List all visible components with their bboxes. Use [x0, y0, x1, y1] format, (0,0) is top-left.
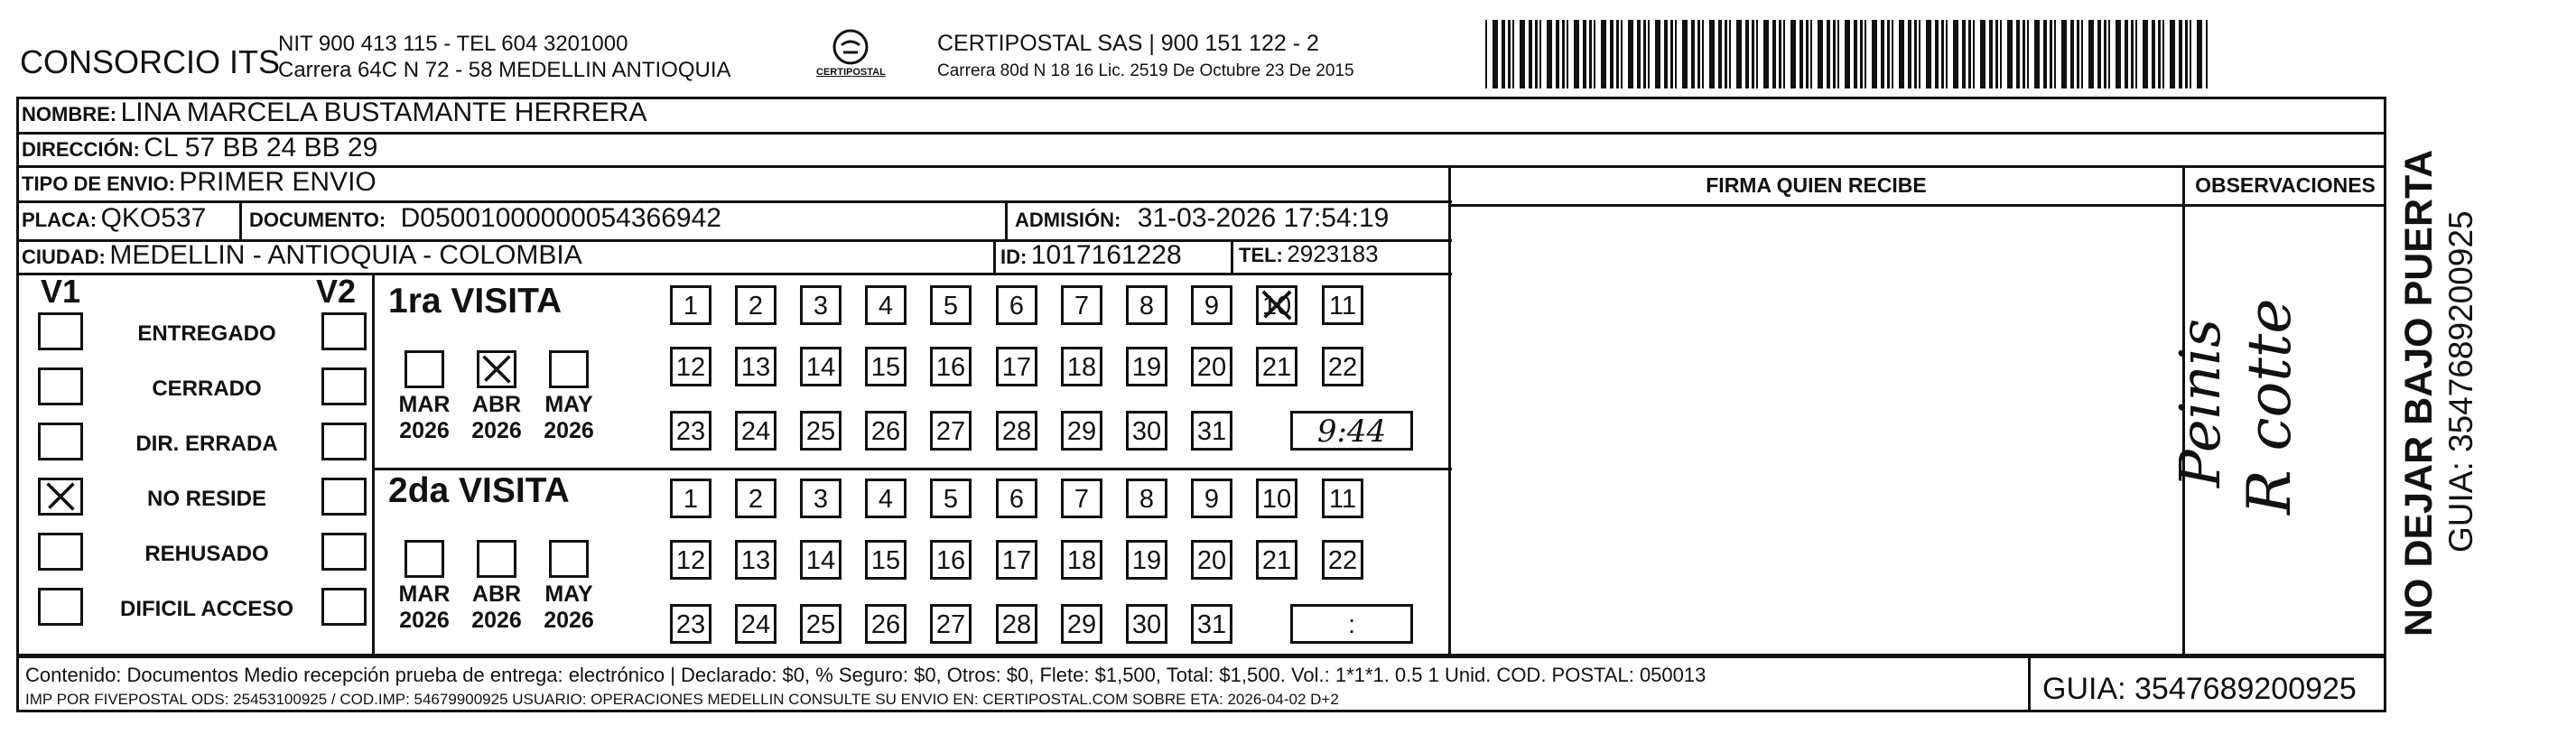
admission-datetime: 31-03-2026 17:54:19 — [1137, 203, 1390, 233]
status-v1-checkbox-1[interactable] — [38, 367, 83, 405]
month-name: MAY — [544, 392, 593, 417]
status-option-label: DIR. ERRADA — [135, 432, 278, 456]
status-v1-checkbox-0[interactable] — [38, 312, 83, 350]
visit2-month-label — [465, 581, 528, 634]
visit1-day-12[interactable]: 12 — [670, 347, 711, 386]
status-v2-checkbox-1[interactable] — [321, 367, 367, 405]
status-v2-checkbox-4[interactable] — [321, 533, 367, 571]
month-name: ABR — [471, 392, 522, 417]
recipient-name: LINA MARCELA BUSTAMANTE HERRERA — [120, 98, 647, 127]
month-year: 2026 — [544, 418, 594, 443]
document-number: D05001000000054366942 — [400, 203, 721, 233]
visit1-day-2[interactable]: 2 — [735, 285, 777, 325]
company-address-line: Carrera 64C N 72 - 58 MEDELLIN ANTIOQUIA — [278, 58, 731, 82]
month-year: 2026 — [399, 418, 450, 443]
visit1-month-label — [465, 392, 528, 444]
visit2-day-22[interactable]: 22 — [1322, 540, 1363, 580]
visit1-day-26[interactable]: 26 — [865, 411, 907, 451]
visit1-day-30[interactable]: 30 — [1126, 411, 1167, 451]
status-option-label: REHUSADO — [144, 542, 269, 566]
status-v2-checkbox-2[interactable] — [321, 423, 367, 460]
status-v2-checkbox-0[interactable] — [321, 312, 367, 350]
visit2-day-30[interactable]: 30 — [1126, 604, 1167, 644]
barcode-icon — [1485, 20, 2208, 88]
month-name: MAR — [398, 581, 451, 607]
visit1-day-7[interactable]: 7 — [1061, 285, 1102, 325]
visit2-day-17[interactable]: 17 — [996, 540, 1037, 580]
visit1-month-label — [393, 392, 456, 444]
id-number: 1017161228 — [1030, 240, 1182, 270]
visit1-day-24[interactable]: 24 — [735, 411, 777, 451]
status-option-label: CERRADO — [152, 376, 262, 401]
month-year: 2026 — [544, 608, 594, 633]
content-description: Contenido: Documentos Medio recepción prueba de entrega: electrónico | Declarado: $0, % Seguro: $0, Otros: $0, Flete: $1,500, Total: $1,500. Vol.: 1*1*1. 0.5 1 Unid. COD. POSTAL: 050013 — [25, 664, 1706, 686]
status-v2-checkbox-5[interactable] — [321, 588, 367, 626]
visit2-day-23[interactable]: 23 — [670, 604, 711, 644]
visit1-day-31[interactable]: 31 — [1191, 411, 1232, 451]
visit1-day-9[interactable]: 9 — [1191, 285, 1232, 325]
status-option-label: DIFICIL ACCESO — [119, 597, 293, 621]
visit1-day-27[interactable]: 27 — [930, 411, 972, 451]
visit1-month-checkbox-2[interactable] — [549, 350, 589, 388]
month-name: MAR — [398, 392, 451, 417]
observation-handwriting-1: Peinis — [2167, 318, 2233, 488]
tel-number: 2923183 — [1287, 240, 1379, 267]
status-v1-checkbox-4[interactable] — [38, 533, 83, 571]
barcode — [1485, 20, 2208, 88]
recipient-name-field — [22, 98, 646, 128]
visit2-month-label — [393, 581, 456, 634]
visit2-title: 2da VISITA — [388, 471, 570, 510]
visit1-month-checkbox-1[interactable] — [477, 350, 516, 388]
visit1-day-11[interactable]: 11 — [1322, 285, 1363, 325]
plate-field — [22, 203, 206, 234]
visit2-day-5[interactable]: 5 — [930, 479, 972, 518]
status-v1-checkbox-3[interactable] — [38, 478, 83, 516]
visit2-day-14[interactable]: 14 — [800, 540, 842, 580]
side-guia: GUIA: 3547689200925 — [2442, 210, 2479, 553]
visit2-day-3[interactable]: 3 — [800, 479, 842, 518]
visit2-day-12[interactable]: 12 — [670, 540, 711, 580]
visit1-time-box[interactable]: 9:44 — [1290, 411, 1413, 451]
certipostal-logo — [805, 25, 896, 83]
company-name: CONSORCIO ITS — [20, 43, 281, 80]
v2-label: V2 — [316, 273, 357, 310]
visit2-day-20[interactable]: 20 — [1191, 540, 1232, 580]
city-label: CIUDAD: — [22, 246, 106, 268]
visit2-day-25[interactable]: 25 — [800, 604, 842, 644]
tel-field — [1239, 240, 1379, 268]
check-mark-icon — [41, 480, 80, 513]
v1-label: V1 — [41, 273, 81, 310]
month-year: 2026 — [399, 608, 450, 633]
visit2-day-31[interactable]: 31 — [1191, 604, 1232, 644]
visit1-day-22[interactable]: 22 — [1322, 347, 1363, 386]
month-name: ABR — [471, 581, 522, 607]
visit1-day-4[interactable]: 4 — [865, 285, 907, 325]
admission-field — [1015, 203, 1389, 234]
courier-info-line: CERTIPOSTAL SAS | 900 151 122 - 2 — [937, 31, 1319, 56]
visit1-day-15[interactable]: 15 — [865, 347, 907, 386]
visit1-day-23[interactable]: 23 — [670, 411, 711, 451]
month-name: MAY — [544, 581, 593, 607]
visit1-day-3[interactable]: 3 — [800, 285, 842, 325]
visit2-month-checkbox-0[interactable] — [405, 540, 444, 578]
visit1-day-14[interactable]: 14 — [800, 347, 842, 386]
visit2-day-8[interactable]: 8 — [1126, 479, 1167, 518]
side-warning: NO DEJAR BAJO PUERTA — [2397, 149, 2441, 637]
month-year: 2026 — [471, 418, 522, 443]
courier-address-line: Carrera 80d N 18 16 Lic. 2519 De Octubre 23 De 2015 — [937, 61, 1354, 80]
check-mark-icon — [1259, 288, 1295, 322]
visit1-day-16[interactable]: 16 — [930, 347, 972, 386]
visit1-title: 1ra VISITA — [388, 282, 563, 321]
status-v2-checkbox-3[interactable] — [321, 478, 367, 516]
visit1-day-6[interactable]: 6 — [996, 285, 1037, 325]
status-option-label: ENTREGADO — [137, 321, 276, 346]
observation-handwriting-2: R cotte — [2235, 298, 2304, 515]
document-field — [249, 203, 721, 234]
recipient-address-field — [22, 133, 377, 163]
print-info: IMP POR FIVEPOSTAL ODS: 25453100925 / COD.IMP: 54679900925 USUARIO: OPERACIONES MEDELLIN CONSULTE SU ENVIO EN: CERTIPOSTAL.COM SOBRE ETA: 2026-04-02 D+2 — [25, 691, 1339, 708]
plate-number: QKO537 — [100, 203, 207, 233]
shipment-type-label: TIPO DE ENVIO: — [22, 172, 175, 195]
visit2-day-4[interactable]: 4 — [865, 479, 907, 518]
check-mark-icon — [479, 353, 514, 386]
visit1-day-21[interactable]: 21 — [1256, 347, 1297, 386]
city: MEDELLIN - ANTIOQUIA - COLOMBIA — [109, 240, 582, 270]
visit2-day-10[interactable]: 10 — [1256, 479, 1297, 518]
visit1-day-8[interactable]: 8 — [1126, 285, 1167, 325]
footer-guia: GUIA: 3547689200925 — [2042, 672, 2357, 706]
visit2-day-21[interactable]: 21 — [1256, 540, 1297, 580]
visit1-day-29[interactable]: 29 — [1061, 411, 1102, 451]
visit2-time-box[interactable]: : — [1290, 604, 1413, 644]
visit1-day-18[interactable]: 18 — [1061, 347, 1102, 386]
shipment-type: PRIMER ENVIO — [179, 167, 377, 197]
status-v1-checkbox-2[interactable] — [38, 423, 83, 460]
certipostal-logo-text: CERTIPOSTAL — [816, 67, 886, 78]
visit2-day-1[interactable]: 1 — [670, 479, 711, 518]
visit2-month-label — [537, 581, 600, 634]
visit2-day-29[interactable]: 29 — [1061, 604, 1102, 644]
company-nit-line: NIT 900 413 115 - TEL 604 3201000 — [278, 32, 628, 56]
document-label: DOCUMENTO: — [249, 209, 386, 231]
visit2-month-checkbox-2[interactable] — [549, 540, 589, 578]
id-label: ID: — [1000, 246, 1028, 268]
plate-label: PLACA: — [22, 209, 98, 231]
visit1-day-13[interactable]: 13 — [735, 347, 777, 386]
observations-header: OBSERVACIONES — [2195, 173, 2376, 197]
visit2-day-26[interactable]: 26 — [865, 604, 907, 644]
visit2-month-checkbox-1[interactable] — [477, 540, 516, 578]
status-option-label: NO RESIDE — [146, 487, 267, 511]
status-v1-checkbox-5[interactable] — [38, 588, 83, 626]
name-label: NOMBRE: — [22, 103, 117, 126]
admission-label: ADMISIÓN: — [1015, 209, 1121, 231]
signature-header: FIRMA QUIEN RECIBE — [1706, 173, 1927, 197]
visit2-day-15[interactable]: 15 — [865, 540, 907, 580]
visit1-day-17[interactable]: 17 — [996, 347, 1037, 386]
visit2-day-27[interactable]: 27 — [930, 604, 972, 644]
tel-label: TEL: — [1239, 244, 1283, 266]
visit2-day-19[interactable]: 19 — [1126, 540, 1167, 580]
city-field — [22, 240, 582, 271]
visit1-day-5[interactable]: 5 — [930, 285, 972, 325]
visit2-day-6[interactable]: 6 — [996, 479, 1037, 518]
visit2-day-9[interactable]: 9 — [1191, 479, 1232, 518]
address-label: DIRECCIÓN: — [22, 138, 140, 161]
visit1-day-1[interactable]: 1 — [670, 285, 711, 325]
visit2-day-16[interactable]: 16 — [930, 540, 972, 580]
visit2-day-7[interactable]: 7 — [1061, 479, 1102, 518]
visit2-day-13[interactable]: 13 — [735, 540, 777, 580]
visit1-day-28[interactable]: 28 — [996, 411, 1037, 451]
shipment-type-field — [22, 167, 377, 198]
visit1-month-label — [537, 392, 600, 444]
month-year: 2026 — [471, 608, 522, 633]
visit1-day-20[interactable]: 20 — [1191, 347, 1232, 386]
visit1-month-checkbox-0[interactable] — [405, 350, 444, 388]
visit1-day-10[interactable]: 10 — [1256, 285, 1297, 325]
visit2-day-28[interactable]: 28 — [996, 604, 1037, 644]
recipient-address: CL 57 BB 24 BB 29 — [144, 133, 378, 163]
id-field — [1000, 240, 1182, 271]
visit1-day-25[interactable]: 25 — [800, 411, 842, 451]
visit2-day-2[interactable]: 2 — [735, 479, 777, 518]
visit2-day-11[interactable]: 11 — [1322, 479, 1363, 518]
visit2-day-18[interactable]: 18 — [1061, 540, 1102, 580]
visit2-day-24[interactable]: 24 — [735, 604, 777, 644]
visit1-day-19[interactable]: 19 — [1126, 347, 1167, 386]
